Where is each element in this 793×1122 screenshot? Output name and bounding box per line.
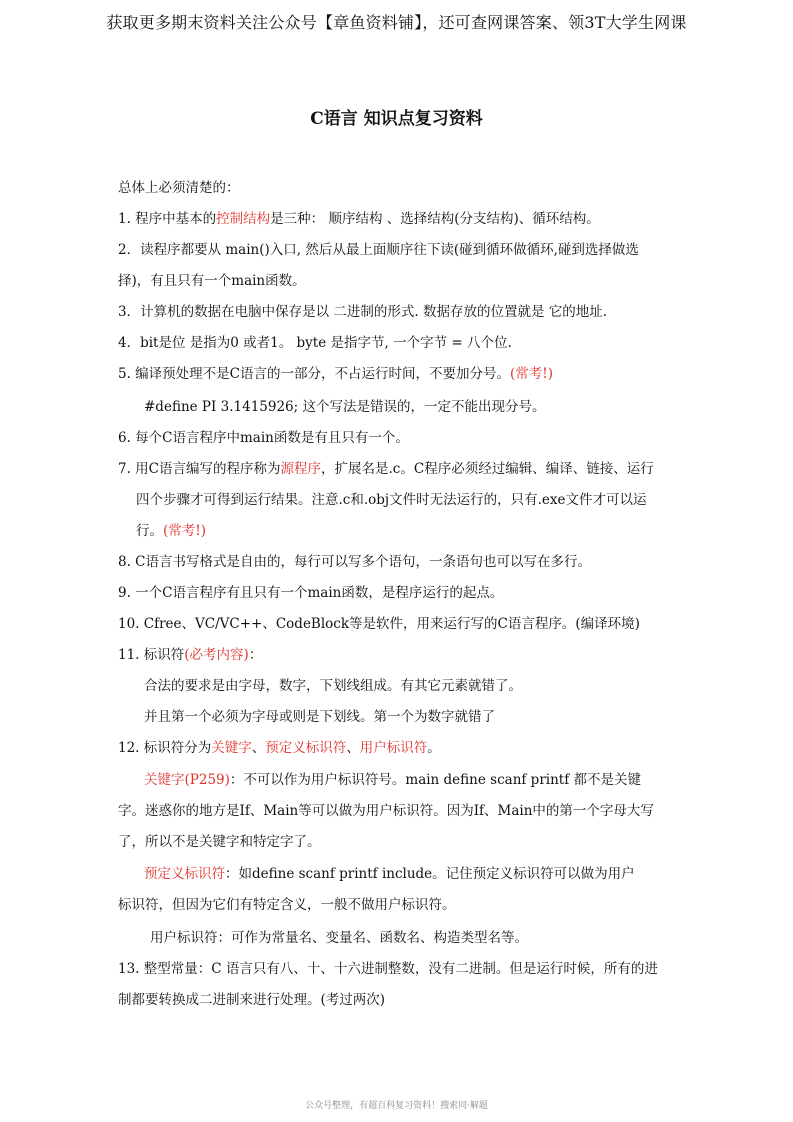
- item-7-line-2: 四个步骤才可得到运行结果。注意.c和.obj文件时无法运行的，只有.exe文件才可以运: [136, 492, 647, 508]
- highlight-keyword-p259: 关键字(P259): [144, 772, 230, 788]
- item-1: 1. 程序中基本的控制结构是三种： 顺序结构 、选择结构(分支结构)、循环结构。: [118, 211, 600, 227]
- item-5: 5. 编译预处理不是C语言的一部分，不占运行时间，不要加分号。(常考!): [118, 366, 553, 382]
- keyword-para-line-3: 了，所以不是关键字和特定字了。: [118, 834, 321, 850]
- item-11-rule-1: 合法的要求是由字母，数字，下划线组成。有其它元素就错了。: [144, 678, 522, 694]
- item-11: 11. 标识符(必考内容)：: [118, 647, 263, 663]
- user-identifier-para: 用户标识符：可作为常量名、变量名、函数名、构造类型名等。: [150, 930, 528, 946]
- predefined-para-line-1: 预定义标识符：如define scanf printf include。记住预定义标识符可以做为用户: [144, 866, 635, 882]
- highlight-source-program: 源程序: [280, 461, 322, 477]
- item-6: 6. 每个C语言程序中main函数是有且只有一个。: [118, 430, 409, 446]
- highlight-predefined-identifier-2: 预定义标识符: [144, 866, 225, 882]
- item-7-line-1: 7. 用C语言编写的程序称为源程序，扩展名是.c。C程序必须经过编辑、编译、链接、运行: [118, 461, 654, 477]
- item-10: 10. Cfree、VC/VC++、CodeBlock等是软件，用来运行写的C语言程序。(编译环境): [118, 616, 640, 632]
- item-9: 9. 一个C语言程序有且只有一个main函数，是程序运行的起点。: [118, 585, 504, 601]
- item-2-line-2: 择)，有且只有一个main函数。: [118, 273, 306, 289]
- item-11-rule-2: 并且第一个必须为字母或则是下划线。第一个为数字就错了: [144, 709, 495, 725]
- item-13-line-1: 13. 整型常量：C 语言只有八、十、十六进制整数，没有二进制。但是运行时候，所有的进: [118, 961, 658, 977]
- highlight-predefined-identifier: 预定义标识符: [265, 740, 347, 756]
- top-banner: 获取更多期末资料关注公众号【章鱼资料铺】，还可查网课答案、领3T大学生网课: [106, 13, 687, 32]
- item-5-define-example: #define PI 3.1415926; 这个写法是错误的，一定不能出现分号。: [144, 399, 546, 415]
- keyword-para-line-1: 关键字(P259)：不可以作为用户标识符号。main define scanf printf 都不是关键: [144, 772, 641, 788]
- highlight-common-exam-2: (常考!): [163, 523, 206, 539]
- highlight-control-structure: 控制结构: [216, 211, 271, 227]
- item-2-line-1: 2．读程序都要从 main()入口, 然后从最上面顺序往下读(碰到循环做循环,碰到选择做选: [118, 242, 639, 258]
- highlight-keyword: 关键字: [211, 740, 252, 756]
- page-footer: 公众号整理，有超百科复习资料！搜索同·解题: [305, 1101, 488, 1111]
- item-7-line-3: 行。(常考!): [136, 523, 206, 539]
- predefined-para-line-2: 标识符，但因为它们有特定含义，一般不做用户标识符。: [118, 897, 456, 913]
- highlight-must-exam: (必考内容): [184, 647, 249, 663]
- item-8: 8. C语言书写格式是自由的，每行可以写多个语句，一条语句也可以写在多行。: [118, 554, 591, 570]
- item-3: 3．计算机的数据在电脑中保存是以 二进制的形式. 数据存放的位置就是 它的地址.: [118, 304, 608, 320]
- highlight-user-identifier: 用户标识符: [359, 740, 428, 756]
- intro-line: 总体上必须清楚的：: [118, 180, 240, 196]
- item-12: 12. 标识符分为关键字、预定义标识符、用户标识符。: [118, 740, 441, 756]
- keyword-para-line-2: 字。迷惑你的地方是If、Main等可以做为用户标识符。因为If、Main中的第一个字母大写: [118, 803, 654, 819]
- highlight-common-exam: (常考!): [510, 366, 553, 382]
- item-4: 4．bit是位 是指为0 或者1。 byte 是指字节, 一个字节 = 八个位.: [118, 335, 512, 351]
- item-13-line-2: 制都要转换成二进制来进行处理。(考过两次): [118, 992, 386, 1008]
- page-title: C语言 知识点复习资料: [310, 109, 483, 129]
